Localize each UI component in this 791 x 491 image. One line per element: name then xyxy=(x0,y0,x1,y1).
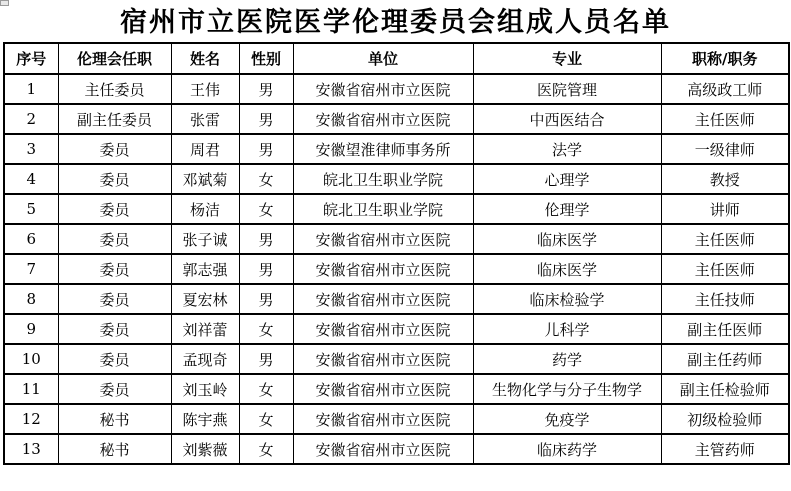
column-header-gender: 性别 xyxy=(239,43,293,74)
cell-position: 委员 xyxy=(58,374,171,404)
cell-title: 主管药师 xyxy=(661,434,789,464)
page-title: 宿州市立医院医学伦理委员会组成人员名单 xyxy=(120,7,671,38)
cell-unit: 安徽省宿州市立医院 xyxy=(293,224,473,254)
cell-unit: 安徽省宿州市立医院 xyxy=(293,434,473,464)
cell-title: 一级律师 xyxy=(661,134,789,164)
cell-index: 5 xyxy=(4,194,58,224)
cell-title: 初级检验师 xyxy=(661,404,789,434)
cell-position: 委员 xyxy=(58,224,171,254)
cell-gender: 女 xyxy=(239,194,293,224)
committee-roster-table xyxy=(3,42,790,465)
cell-position: 委员 xyxy=(58,344,171,374)
cell-unit: 安徽省宿州市立医院 xyxy=(293,344,473,374)
cell-name: 张雷 xyxy=(171,104,239,134)
table-row xyxy=(4,74,789,104)
table-row xyxy=(4,404,789,434)
cell-position: 委员 xyxy=(58,284,171,314)
cell-unit: 安徽望淮律师事务所 xyxy=(293,134,473,164)
column-header-name: 姓名 xyxy=(171,43,239,74)
table-row xyxy=(4,224,789,254)
cell-position: 委员 xyxy=(58,164,171,194)
cell-name: 王伟 xyxy=(171,74,239,104)
cell-name: 刘祥蕾 xyxy=(171,314,239,344)
table-row xyxy=(4,194,789,224)
column-header-index: 序号 xyxy=(4,43,58,74)
cell-index: 13 xyxy=(4,434,58,464)
cell-name: 刘玉岭 xyxy=(171,374,239,404)
cell-unit: 安徽省宿州市立医院 xyxy=(293,404,473,434)
cell-specialty: 心理学 xyxy=(473,164,661,194)
cell-gender: 男 xyxy=(239,74,293,104)
cell-index: 9 xyxy=(4,314,58,344)
cell-unit: 安徽省宿州市立医院 xyxy=(293,254,473,284)
cell-specialty: 临床药学 xyxy=(473,434,661,464)
cell-index: 1 xyxy=(4,74,58,104)
cell-title: 主任医师 xyxy=(661,224,789,254)
table-row xyxy=(4,164,789,194)
cell-specialty: 医院管理 xyxy=(473,74,661,104)
table-body xyxy=(4,74,789,464)
cell-title: 副主任药师 xyxy=(661,344,789,374)
cell-gender: 男 xyxy=(239,344,293,374)
cell-gender: 男 xyxy=(239,104,293,134)
cell-unit: 安徽省宿州市立医院 xyxy=(293,104,473,134)
cell-position: 主任委员 xyxy=(58,74,171,104)
cell-position: 副主任委员 xyxy=(58,104,171,134)
column-header-title: 职称/职务 xyxy=(661,43,789,74)
cell-position: 委员 xyxy=(58,194,171,224)
cell-index: 8 xyxy=(4,284,58,314)
cell-position: 委员 xyxy=(58,254,171,284)
cell-index: 2 xyxy=(4,104,58,134)
cell-index: 3 xyxy=(4,134,58,164)
cell-title: 主任技师 xyxy=(661,284,789,314)
column-header-position: 伦理会任职 xyxy=(58,43,171,74)
cell-name: 郭志强 xyxy=(171,254,239,284)
cell-gender: 女 xyxy=(239,434,293,464)
table-row xyxy=(4,284,789,314)
cell-unit: 安徽省宿州市立医院 xyxy=(293,74,473,104)
cell-unit: 安徽省宿州市立医院 xyxy=(293,374,473,404)
table-header xyxy=(4,43,789,74)
cell-position: 秘书 xyxy=(58,404,171,434)
page-corner-artifact xyxy=(0,0,9,6)
cell-specialty: 伦理学 xyxy=(473,194,661,224)
cell-name: 邓斌菊 xyxy=(171,164,239,194)
cell-index: 6 xyxy=(4,224,58,254)
cell-specialty: 药学 xyxy=(473,344,661,374)
cell-title: 高级政工师 xyxy=(661,74,789,104)
cell-specialty: 儿科学 xyxy=(473,314,661,344)
cell-gender: 男 xyxy=(239,284,293,314)
header-row xyxy=(4,43,789,74)
cell-position: 委员 xyxy=(58,314,171,344)
cell-gender: 男 xyxy=(239,134,293,164)
cell-gender: 女 xyxy=(239,314,293,344)
cell-title: 主任医师 xyxy=(661,254,789,284)
cell-position: 委员 xyxy=(58,134,171,164)
cell-gender: 男 xyxy=(239,224,293,254)
cell-specialty: 法学 xyxy=(473,134,661,164)
cell-index: 4 xyxy=(4,164,58,194)
table-row xyxy=(4,134,789,164)
cell-specialty: 生物化学与分子生物学 xyxy=(473,374,661,404)
cell-title: 主任医师 xyxy=(661,104,789,134)
cell-name: 孟现奇 xyxy=(171,344,239,374)
table-row xyxy=(4,374,789,404)
table-row xyxy=(4,344,789,374)
column-header-specialty: 专业 xyxy=(473,43,661,74)
table-row xyxy=(4,314,789,344)
cell-name: 夏宏林 xyxy=(171,284,239,314)
cell-unit: 安徽省宿州市立医院 xyxy=(293,284,473,314)
cell-specialty: 临床检验学 xyxy=(473,284,661,314)
column-header-unit: 单位 xyxy=(293,43,473,74)
cell-unit: 皖北卫生职业学院 xyxy=(293,194,473,224)
cell-gender: 男 xyxy=(239,254,293,284)
cell-gender: 女 xyxy=(239,164,293,194)
cell-unit: 皖北卫生职业学院 xyxy=(293,164,473,194)
cell-specialty: 临床医学 xyxy=(473,254,661,284)
cell-index: 12 xyxy=(4,404,58,434)
cell-title: 讲师 xyxy=(661,194,789,224)
cell-name: 杨洁 xyxy=(171,194,239,224)
cell-specialty: 中西医结合 xyxy=(473,104,661,134)
cell-gender: 女 xyxy=(239,404,293,434)
cell-specialty: 免疫学 xyxy=(473,404,661,434)
cell-index: 10 xyxy=(4,344,58,374)
cell-unit: 安徽省宿州市立医院 xyxy=(293,314,473,344)
cell-title: 教授 xyxy=(661,164,789,194)
cell-gender: 女 xyxy=(239,374,293,404)
cell-name: 周君 xyxy=(171,134,239,164)
table-row xyxy=(4,104,789,134)
cell-title: 副主任检验师 xyxy=(661,374,789,404)
cell-name: 陈宇燕 xyxy=(171,404,239,434)
cell-position: 秘书 xyxy=(58,434,171,464)
table-row xyxy=(4,254,789,284)
cell-specialty: 临床医学 xyxy=(473,224,661,254)
cell-name: 刘紫薇 xyxy=(171,434,239,464)
cell-title: 副主任医师 xyxy=(661,314,789,344)
table-row xyxy=(4,434,789,464)
cell-name: 张子诚 xyxy=(171,224,239,254)
cell-index: 11 xyxy=(4,374,58,404)
cell-index: 7 xyxy=(4,254,58,284)
